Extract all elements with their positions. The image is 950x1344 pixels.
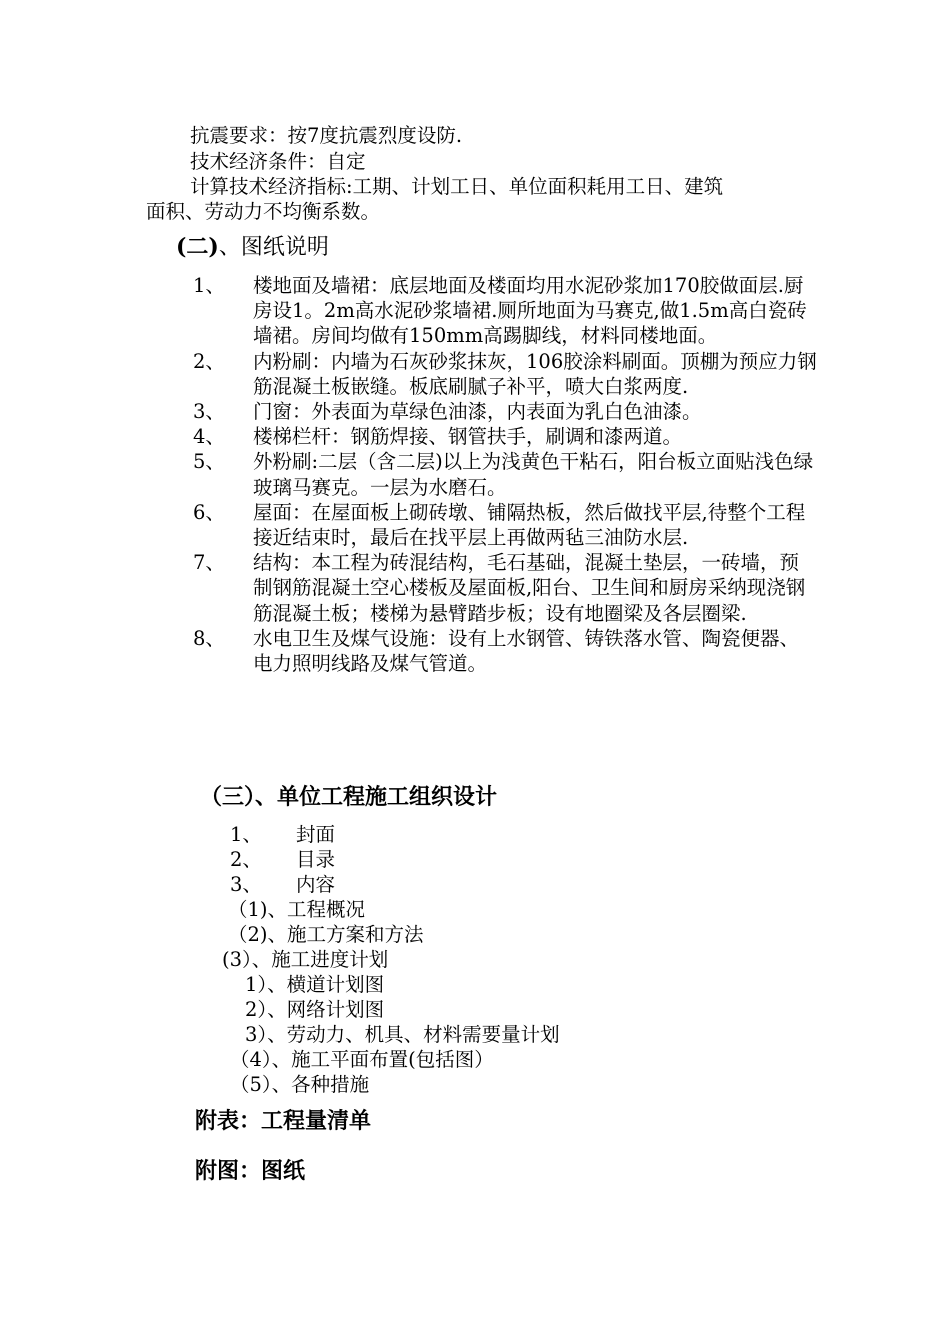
content-subitem: （1)、工程概况 — [228, 898, 366, 921]
drawing-notes-list — [193, 273, 833, 676]
section-heading-title: 、图纸说明 — [218, 235, 329, 260]
list-item — [193, 399, 833, 424]
item-number: 4、 — [193, 425, 225, 449]
content-subitem: （5）、各种措施 — [230, 1073, 370, 1096]
appendix-figure-heading: 附图：图纸 — [195, 1159, 306, 1184]
item-number: 5、 — [193, 450, 225, 474]
toc-text: 内容 — [296, 873, 336, 896]
content-subitem: 2）、网络计划图 — [245, 998, 385, 1021]
list-item — [193, 349, 833, 399]
item-number: 3、 — [193, 400, 225, 424]
item-number: 7、 — [193, 551, 225, 575]
content-subitem: 3）、劳动力、机具、材料需要量计划 — [245, 1023, 560, 1046]
list-item — [193, 424, 833, 449]
toc-number: 2、 — [230, 848, 262, 871]
toc-item — [230, 847, 335, 872]
content-subitem: （2)、施工方案和方法 — [228, 923, 424, 946]
toc-number: 3、 — [230, 873, 262, 896]
seismic-requirement: 抗震要求：按7度抗震烈度设防. — [190, 124, 463, 147]
economic-indicators-line2: 面积、劳动力不均衡系数。 — [146, 200, 381, 223]
toc-text: 封面 — [296, 823, 336, 846]
list-item — [193, 500, 833, 550]
item-text: 结构：本工程为砖混结构，毛石基础，混凝土垫层，一砖墙，预制钢筋混凝土空心楼板及屋面板,阳台、卫生间和厨房采纳现浇钢筋混凝土板；楼梯为悬臂踏步板；设有地圈梁及各层圈梁. — [253, 551, 806, 625]
appendix-table-heading: 附表：工程量清单 — [195, 1109, 372, 1134]
item-text: 内粉刷：内墙为石灰砂浆抹灰，106胶涂料刷面。顶棚为预应力钢筋混凝土板嵌缝。板底刷腻子补平，喷大白浆两度. — [253, 349, 817, 398]
item-text: 楼地面及墙裙：底层地面及楼面均用水泥砂浆加170胶做面层.厨房设1。2m高水泥砂浆墙裙.厕所地面为马赛克,做1.5m高白瓷砖墙裙。房间均做有150mm高踢脚线，材料同楼地面。 — [253, 274, 807, 348]
toc-text: 目录 — [296, 848, 336, 871]
economic-indicators-line1: 计算技术经济指标:工期、计划工日、单位面积耗用工日、建筑 — [190, 175, 724, 198]
list-item — [193, 626, 833, 676]
list-item — [193, 273, 833, 349]
item-text: 屋面：在屋面板上砌砖墩、铺隔热板，然后做找平层,待整个工程接近结束时，最后在找平层上再做两毡三油防水层. — [253, 500, 806, 550]
item-number: 8、 — [193, 626, 225, 650]
content-subitem: (3）、施工进度计划 — [222, 948, 389, 971]
list-item — [193, 550, 833, 626]
item-number: 1、 — [193, 274, 225, 297]
toc-item — [230, 872, 335, 897]
section-heading-prefix: (二) — [176, 234, 219, 260]
section-heading-drawings — [176, 233, 329, 262]
toc-number: 1、 — [230, 823, 262, 846]
item-text: 外粉刷:二层（含二层)以上为浅黄色干粘石，阳台板立面贴浅色绿玻璃马赛克。一层为水磨石。 — [253, 450, 814, 499]
content-subitem: 1）、横道计划图 — [245, 973, 385, 996]
item-text: 门窗：外表面为草绿色油漆，内表面为乳白色油漆。 — [253, 400, 702, 424]
item-text: 楼梯栏杆：钢筋焊接、钢管扶手，刷调和漆两道。 — [253, 425, 683, 449]
item-text: 水电卫生及煤气设施：设有上水钢管、铸铁落水管、陶瓷便器、电力照明线路及煤气管道。 — [253, 626, 800, 676]
item-number: 6、 — [193, 500, 225, 524]
item-number: 2、 — [193, 349, 225, 373]
section-heading-construction-design: （三）、单位工程施工组织设计 — [200, 785, 498, 810]
list-item — [193, 449, 833, 499]
content-subitem: （4）、施工平面布置(包括图） — [230, 1048, 494, 1071]
toc-item — [230, 822, 335, 847]
economic-conditions: 技术经济条件：自定 — [190, 150, 366, 173]
